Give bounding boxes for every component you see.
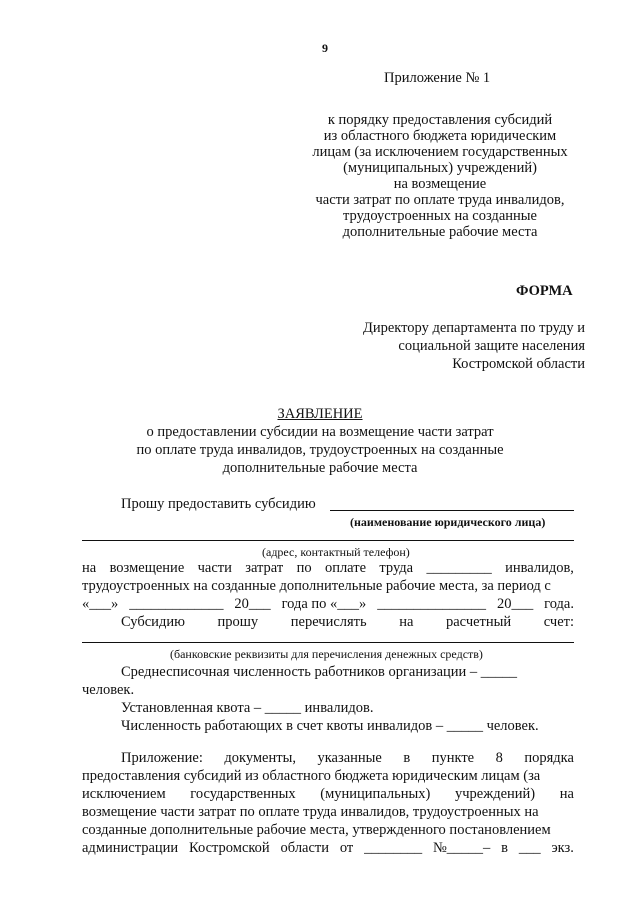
word: перечислять [290,614,367,630]
word: (муниципальных) [320,786,431,802]
body-line-2: трудоустроенных на созданные дополнительные рабочие места, за период с [82,578,551,594]
body-line-3 [82,596,574,612]
word: Субсидию [121,614,185,630]
word: от [339,840,354,856]
word: инвалидов, [505,560,574,576]
word: затрат [245,560,284,576]
word: 8 [495,750,503,766]
word: оплате [324,560,367,576]
addressee-line: социальной защите населения [398,338,585,354]
page-number: 9 [322,41,328,55]
appendix-line: на возмещение [393,176,487,192]
appendix-line: из областного бюджета юридическим [323,128,557,144]
avg-staff-line: Среднесписочная численность работников организации – _____ [121,664,518,680]
resolution-date-field[interactable]: ________ [364,840,423,856]
word: расчетный [446,614,512,630]
word: документы, [224,750,296,766]
period-start-year-field[interactable]: 20___ [234,596,271,612]
attachment-line-4: возмещение части затрат по оплате труда инвалидов, трудоустроенных на [82,804,539,820]
statement-subtitle-line: дополнительные рабочие места [222,460,418,476]
appendix-line: к порядку предоставления субсидий [327,112,553,128]
appendix-description [280,112,600,240]
avg-staff-cont: человек. [82,682,135,698]
statement-subtitle-line: о предоставлении субсидии на возмещение части затрат [146,424,494,440]
attachment-line-2: предоставления субсидий из областного бюджета юридическим лицам (за [82,768,541,784]
org-name-field[interactable] [330,510,574,511]
appendix-line: дополнительные рабочие места [342,224,538,240]
quota-workers-line: Численность работающих в счет квоты инвалидов – _____ человек. [121,718,539,734]
addressee-line: Костромской области [452,356,585,372]
statement-subtitle-line: по оплате труда инвалидов, трудоустроенных на созданные [136,442,504,458]
address-hint: (адрес, контактный телефон) [262,545,410,559]
word: труда [379,560,414,576]
period-end-month-field[interactable]: _______________ [377,596,486,612]
appendix-line: (муниципальных) учреждений) [343,160,537,176]
period-start-day-field[interactable]: «___» [82,596,119,612]
address-field[interactable] [82,540,574,541]
period-start-month-field[interactable]: _____________ [129,596,224,612]
word: области [280,840,330,856]
word: порядка [524,750,574,766]
word: Приложение: [121,750,203,766]
word: указанные [317,750,382,766]
form-label: ФОРМА [516,283,573,299]
attachment-line-3 [82,786,574,802]
word: по [296,560,312,576]
body-line-1 [82,560,574,576]
word: администрации [82,840,179,856]
resolution-number-field[interactable]: №_____– [432,840,491,856]
word: Костромской [189,840,270,856]
attachment-line-6 [82,840,574,856]
body-line-4 [121,614,574,630]
appendix-line: трудоустроенных на созданные [343,208,537,224]
word: года по «___» [281,596,367,612]
appendix-line: части затрат по оплате труда инвалидов, [315,192,565,208]
quota-line: Установленная квота – _____ инвалидов. [121,700,374,716]
word: прошу [217,614,259,630]
word: экз. [551,840,574,856]
copies-count-field[interactable]: ___ [518,840,541,856]
disabled-count-field[interactable]: _________ [426,560,492,576]
word: на [559,786,574,802]
statement-title: ЗАЯВЛЕНИЕ [277,406,363,422]
attachment-line-1 [121,750,574,766]
bank-details-hint: (банковские реквизиты для перечисления денежных средств) [170,647,483,661]
appendix-title: Приложение № 1 [384,70,491,86]
word: счет: [543,614,574,630]
period-end-year-field[interactable]: 20___ [496,596,534,612]
org-name-hint: (наименование юридического лица) [350,515,546,529]
word: части [197,560,232,576]
word: в [403,750,411,766]
word: в [501,840,509,856]
word: государственных [190,786,296,802]
bank-details-field[interactable] [82,642,574,643]
attachment-line-5: созданные дополнительные рабочие места, утвержденного постановлением [82,822,551,838]
word: исключением [82,786,166,802]
word: на [82,560,97,576]
word: возмещение [109,560,185,576]
appendix-line: лицам (за исключением государственных [312,144,568,160]
word: учреждений) [454,786,536,802]
word: пункте [431,750,475,766]
addressee-line: Директору департамента по труду и [362,320,585,336]
word: на [399,614,414,630]
addressee-block [300,320,585,372]
word: года. [544,596,574,612]
request-text: Прошу предоставить субсидию [121,496,316,512]
